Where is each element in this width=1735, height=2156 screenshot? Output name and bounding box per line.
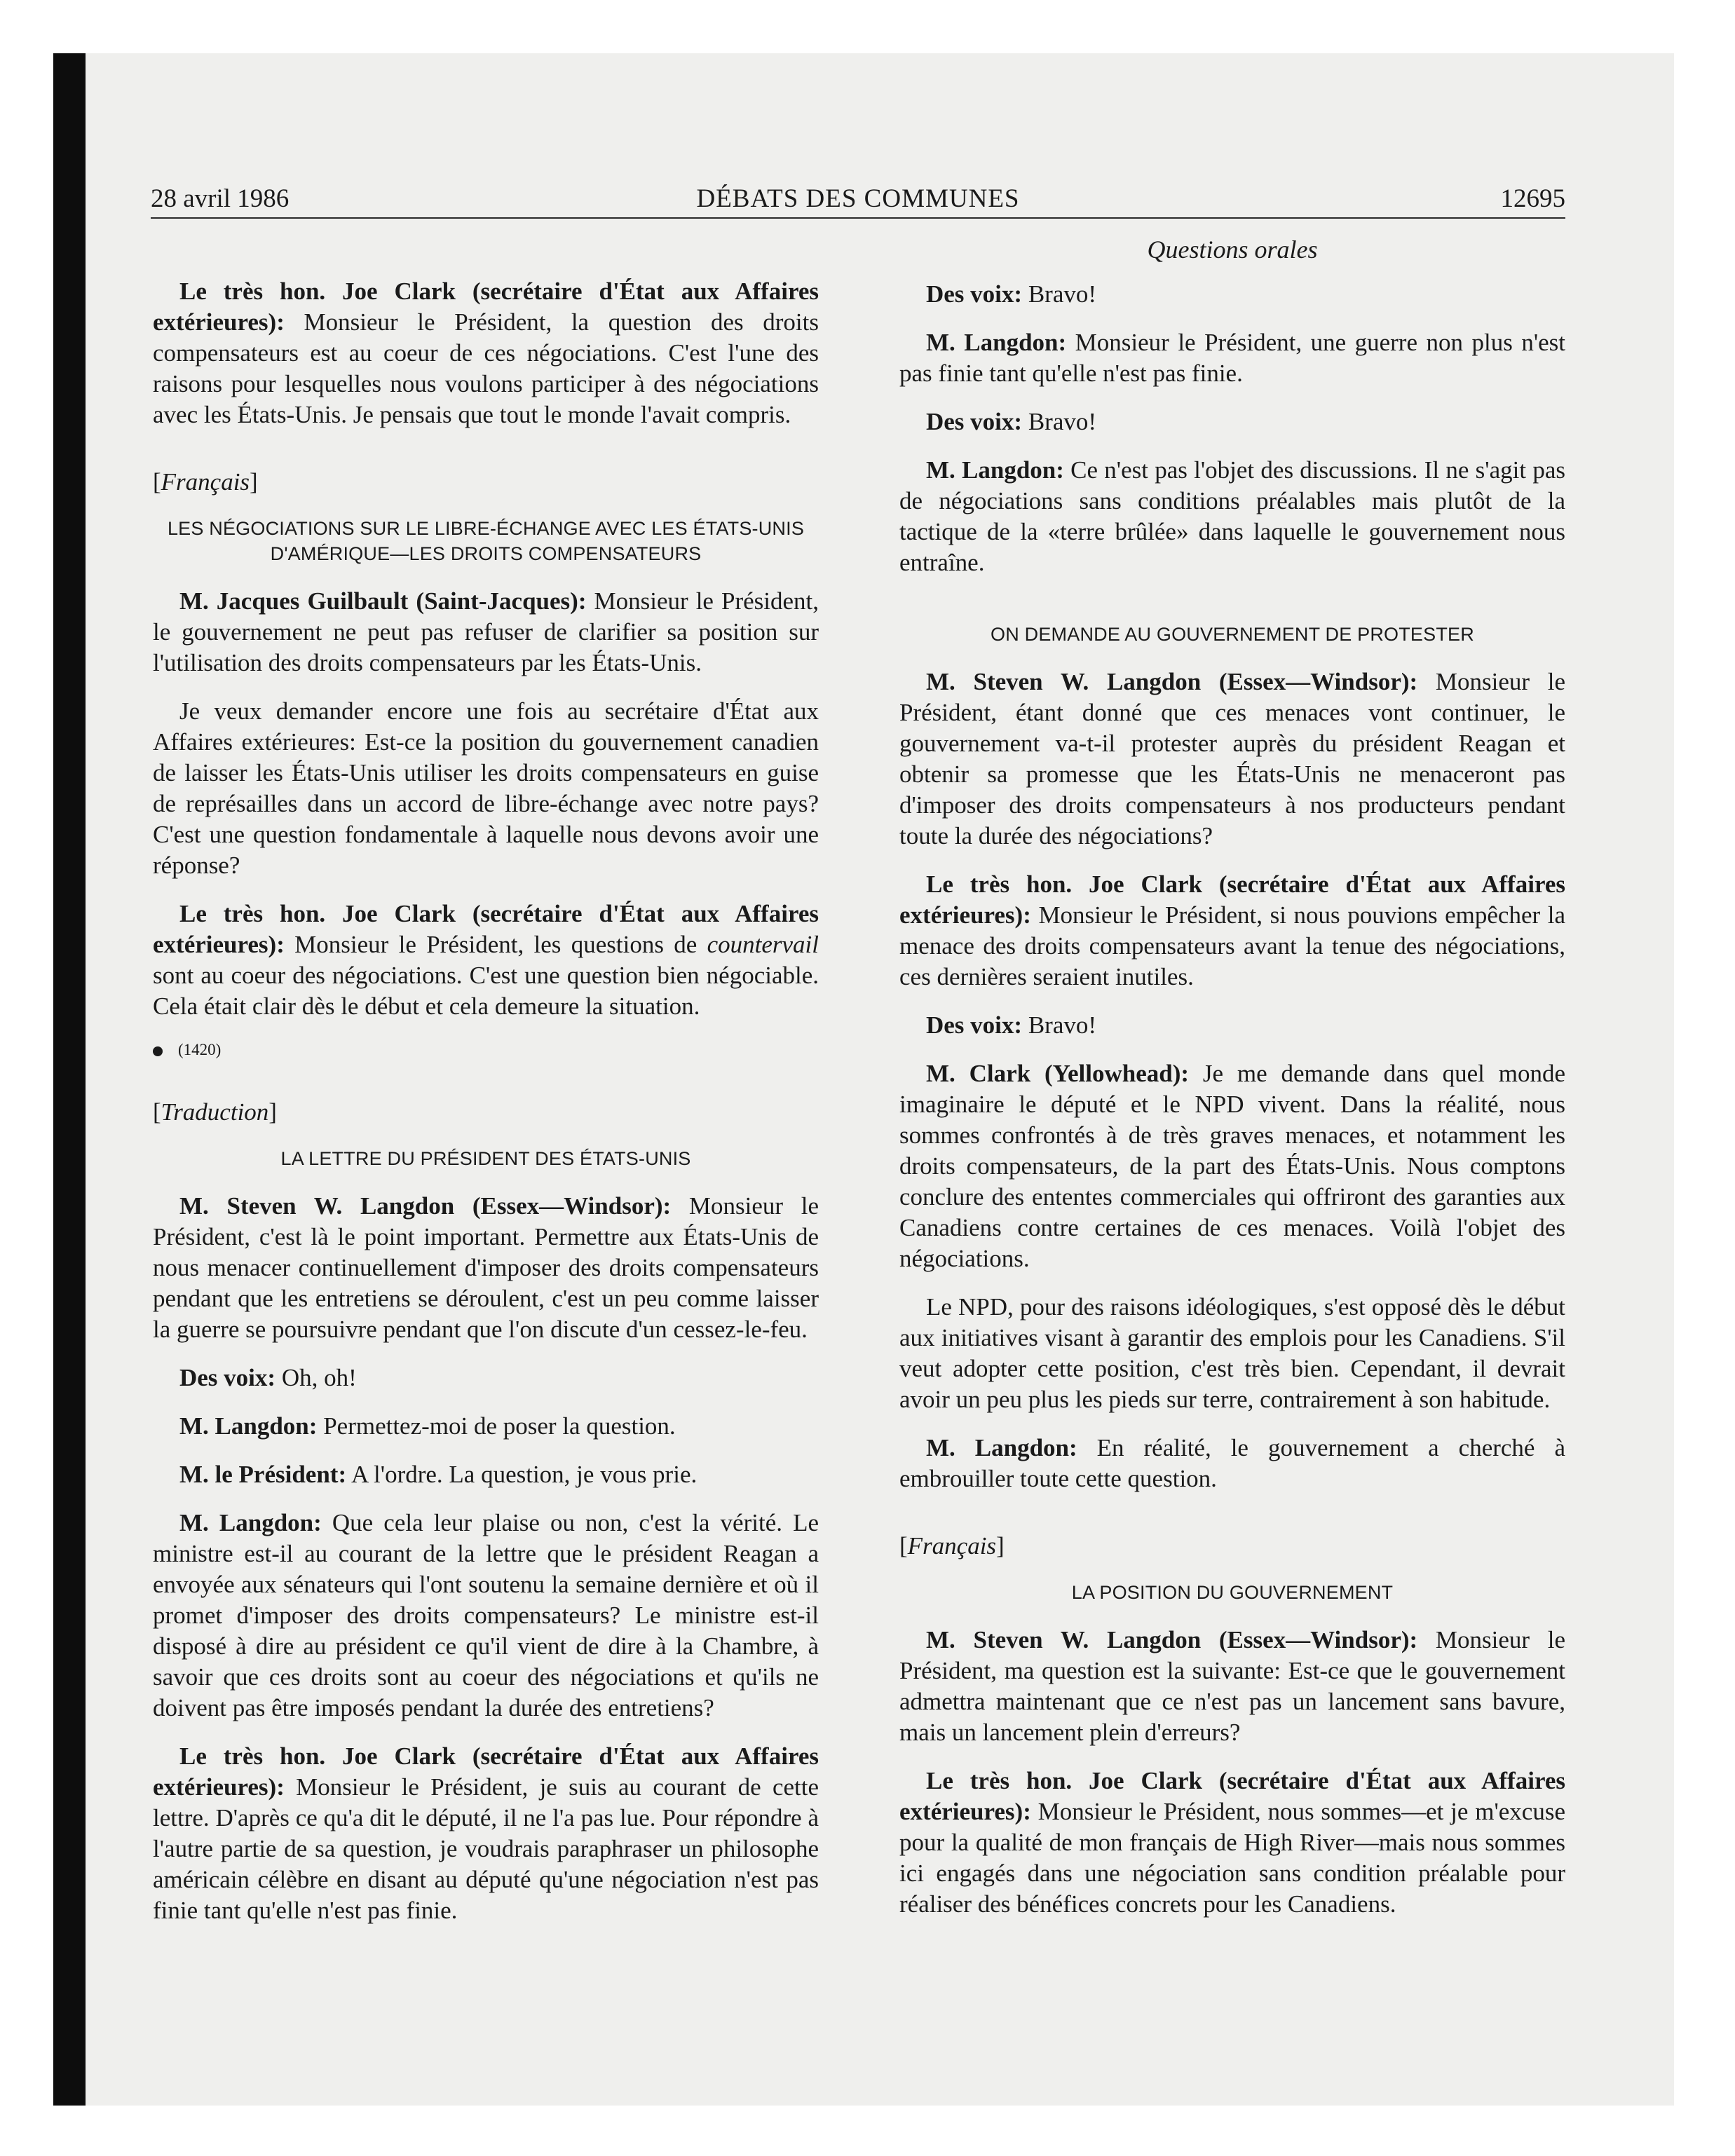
paragraph xyxy=(899,407,1565,437)
timestamp-text: (1420) xyxy=(178,1041,222,1058)
speaker: M. Langdon: xyxy=(179,1509,322,1536)
section-heading: LA LETTRE DU PRÉSIDENT DES ÉTATS-UNIS xyxy=(280,1148,691,1169)
speaker: Des voix: xyxy=(926,408,1023,435)
language-note: [Français] xyxy=(153,468,258,496)
speaker: M. Clark (Yellowhead): xyxy=(926,1060,1190,1087)
speaker: Des voix: xyxy=(926,1011,1023,1039)
speaker: Le très hon. Joe Clark (secrétaire d'État aux Affaires extérieures): xyxy=(153,1742,819,1801)
speech: Je me demande dans quel monde imaginaire le député et le NPD vivent. Dans la réalité, nous sommes confrontés à de très graves menaces, et notamment les droits compensateurs, de la part des États-Unis. Nous comptons conclure des ententes commerciales qui offriront des garanties aux Canadiens contre certaines de ces menaces. Voilà l'objet des négociations. xyxy=(899,1060,1565,1272)
paragraph xyxy=(899,1625,1565,1748)
section-heading: LA POSITION DU GOUVERNEMENT xyxy=(1071,1582,1394,1603)
speaker: M. Jacques Guilbault (Saint-Jacques): xyxy=(179,587,587,615)
header-date: 28 avril 1986 xyxy=(151,184,290,213)
paragraph xyxy=(899,455,1565,578)
speech: Monsieur le Président, la question des droits compensateurs est au coeur de ces négociations. C'est l'une des raisons pour lesquelles nous voulons participer à des négociations avec les États-Unis. Je pensais que tout le monde l'avait compris. xyxy=(153,308,819,428)
speaker: Des voix: xyxy=(926,280,1023,308)
speaker: M. Steven W. Langdon (Essex—Windsor): xyxy=(926,668,1418,695)
header-rule xyxy=(151,217,1565,219)
speech: Monsieur le Président, si nous pouvions empêcher la menace des droits compensateurs avant la tenue des négociations, ces dernières seraient inutiles. xyxy=(899,901,1565,990)
speaker: Le très hon. Joe Clark (secrétaire d'État aux Affaires extérieures): xyxy=(153,900,819,958)
language-label: Français xyxy=(161,468,250,496)
paragraph xyxy=(153,1459,819,1490)
paragraph xyxy=(899,1010,1565,1041)
paragraph xyxy=(153,1411,819,1442)
page-number: 12695 xyxy=(1500,184,1565,213)
binding-edge xyxy=(53,53,86,2106)
speech: Bravo! xyxy=(1022,408,1097,435)
paragraph xyxy=(153,1363,819,1393)
paragraph xyxy=(899,1058,1565,1274)
speech: Monsieur le Président, le gouvernement ne peut pas refuser de clarifier sa position sur l'utilisation des droits compensateurs par les États-Unis. xyxy=(153,587,819,676)
paragraph: Je veux demander encore une fois au secrétaire d'État aux Affaires extérieures: Est-ce la position du gouvernement canadien de laisser les États-Unis utiliser les droits compensateurs en guise de représailles dans un accord de libre-échange avec notre pays? C'est une question fondamentale à laquelle nous devons avoir une réponse? xyxy=(153,697,819,879)
speech: Monsieur le Président, nous sommes—et je m'excuse pour la qualité de mon français de High River—mais nous sommes ici engagés dans une négociation sans condition préalable pour réaliser des bénéfices concrets pour les Canadiens. xyxy=(899,1798,1565,1918)
speech: Ce n'est pas l'objet des discussions. Il ne s'agit pas de négociations sans conditions préalables mais plutôt de la tactique de la «terre brûlée» dans laquelle le gouvernement nous entraîne. xyxy=(899,456,1565,576)
language-label: Français xyxy=(907,1532,997,1560)
speaker: Le très hon. Joe Clark (secrétaire d'État aux Affaires extérieures): xyxy=(899,1767,1565,1825)
speaker: M. Steven W. Langdon (Essex—Windsor): xyxy=(179,1192,672,1220)
section-heading: ON DEMANDE AU GOUVERNEMENT DE PROTESTER xyxy=(991,624,1474,645)
speech: Monsieur le Président, c'est là le point important. Permettre aux États-Unis de nous menacer continuellement d'imposer des droits compensateurs pendant que les entretiens se déroulent, c'est un peu comme laisser la guerre se poursuivre pendant que l'on discute d'un cessez-le-feu. xyxy=(153,1192,819,1343)
speech: Monsieur le Président, une guerre non plus n'est pas finie tant qu'elle n'est pas finie. xyxy=(899,329,1565,387)
language-note: [Traduction] xyxy=(153,1098,277,1126)
speaker: M. le Président: xyxy=(179,1461,347,1488)
section-heading: LES NÉGOCIATIONS SUR LE LIBRE-ÉCHANGE AVEC LES ÉTATS-UNIS D'AMÉRIQUE—LES DROITS COMPENSATEURS xyxy=(167,518,805,564)
speaker: Le très hon. Joe Clark (secrétaire d'État aux Affaires extérieures): xyxy=(153,278,819,336)
language-note: [Français] xyxy=(899,1532,1005,1560)
speaker: Le très hon. Joe Clark (secrétaire d'État aux Affaires extérieures): xyxy=(899,871,1565,929)
speaker: M. Langdon: xyxy=(926,456,1064,484)
running-head: Questions orales xyxy=(1147,236,1318,264)
speaker: M. Steven W. Langdon (Essex—Windsor): xyxy=(926,1626,1418,1653)
speaker: M. Langdon: xyxy=(926,1434,1077,1461)
paragraph xyxy=(899,327,1565,389)
paragraph xyxy=(899,667,1565,852)
paragraph xyxy=(153,586,819,678)
speech: Monsieur le Président, ma question est la suivante: Est-ce que le gouvernement admettra maintenant que ce n'est pas un lancement sans bavure, mais un lancement plein d'erreurs? xyxy=(899,1626,1565,1746)
paragraph xyxy=(899,1766,1565,1920)
timestamp xyxy=(153,1039,819,1060)
speech: Monsieur le Président, je suis au courant de cette lettre. D'après ce qu'a dit le député, il ne l'a pas lue. Pour répondre à l'autre partie de sa question, je voudrais paraphraser un philosophe américain célèbre en disant au député qu'une négociation n'est pas finie tant qu'elle n'est pas finie. xyxy=(153,1773,819,1924)
paragraph xyxy=(899,279,1565,310)
paragraph xyxy=(153,1191,819,1345)
speech: Monsieur le Président, étant donné que ces menaces vont continuer, le gouvernement va-t-il protester auprès du président Reagan et obtenir sa promesse que les États-Unis ne menaceront pas d'imposer des droits compensateurs à nos producteurs pendant toute la durée des négociations? xyxy=(899,668,1565,850)
paragraph xyxy=(153,1508,819,1724)
right-column xyxy=(899,236,1565,1937)
paragraph xyxy=(899,1433,1565,1494)
paragraph xyxy=(153,1741,819,1926)
italic-term: countervail xyxy=(707,931,819,958)
header-title: DÉBATS DES COMMUNES xyxy=(696,184,1020,213)
speech: Bravo! xyxy=(1022,280,1097,308)
speaker: Des voix: xyxy=(179,1364,276,1391)
bullet-icon xyxy=(153,1046,163,1056)
speech: En réalité, le gouvernement a cherché à embrouiller toute cette question. xyxy=(899,1434,1565,1492)
speech: Bravo! xyxy=(1022,1011,1097,1039)
left-column xyxy=(153,236,819,1944)
speech: Permettez-moi de poser la question. xyxy=(317,1412,676,1440)
speaker: M. Langdon: xyxy=(179,1412,318,1440)
speech: A l'ordre. La question, je vous prie. xyxy=(346,1461,698,1488)
speaker: M. Langdon: xyxy=(926,329,1067,356)
speech: Monsieur le Président, les questions de xyxy=(284,931,707,958)
speech: sont au coeur des négociations. C'est une question bien négociable. Cela était clair dès le début et cela demeure la situation. xyxy=(153,962,819,1020)
paragraph: Le NPD, pour des raisons idéologiques, s'est opposé dès le début aux initiatives visant à garantir des emplois pour les Canadiens. S'il veut adopter cette position, c'est très bien. Cependant, il devrait avoir un peu plus les pieds sur terre, contrairement à son habitude. xyxy=(899,1293,1565,1413)
paragraph xyxy=(153,276,819,430)
paragraph xyxy=(899,869,1565,992)
paragraph xyxy=(153,899,819,1022)
language-label: Traduction xyxy=(161,1098,269,1126)
speech: Que cela leur plaise ou non, c'est la vérité. Le ministre est-il au courant de la lettre que le président Reagan a envoyée aux sénateurs qui l'ont soutenu la semaine dernière et où il promet d'imposer des droits compensateurs? Le ministre est-il disposé à dire au président ce qu'il vient de dire à la Chambre, à savoir que ces droits sont au coeur des négociations et qu'ils ne doivent pas être imposés pendant la durée des entretiens? xyxy=(153,1509,819,1721)
speech: Oh, oh! xyxy=(275,1364,357,1391)
